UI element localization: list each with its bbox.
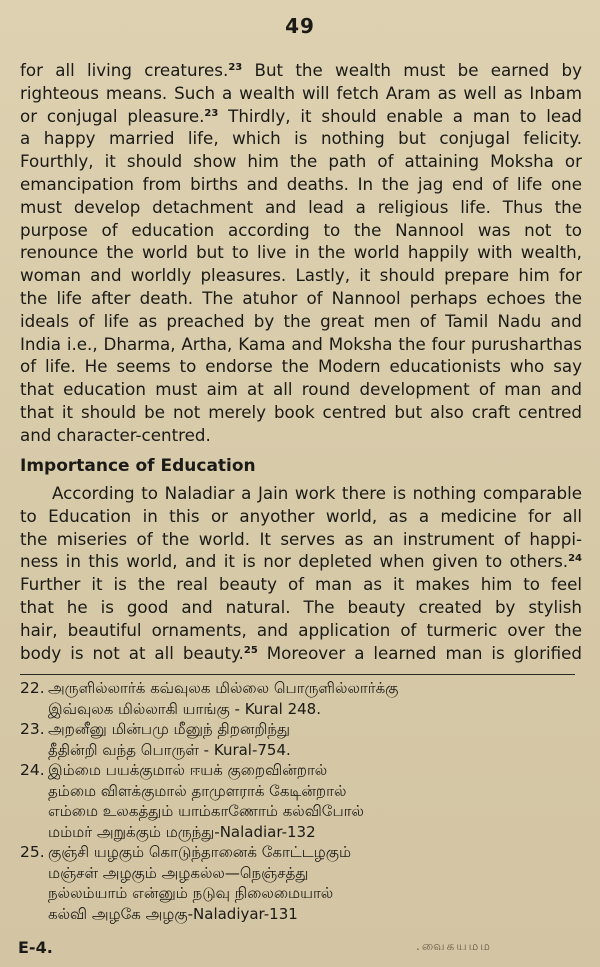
text-line: Fourthly, it should show him the path of attaining Moksha or [20, 151, 582, 172]
text-line: purpose of education according to the Nannool was not to [20, 219, 582, 240]
footnote-line: எம்மை உலகத்தும் யாம்காணோம் கல்விபோல் [48, 802, 364, 820]
footnote-line: மஞ்சள் அழகும் அழகல்ல—நெஞ்சத்து [48, 863, 309, 882]
footnote-number: 23. [20, 720, 45, 738]
footnote-ref-23: 23 [228, 62, 243, 73]
footnote-22 [20, 678, 580, 719]
footnote-line: அருளில்லார்க் கவ்வுலக மில்லை பொருளில்லார்க்கு [48, 679, 399, 697]
text-line: of life. He seems to endorse the Modern educationists who say [20, 356, 582, 377]
footnotes [20, 678, 580, 924]
footnote-line: தம்மை விளக்குமால் தாமுளராக் கேடின்றால் [48, 781, 347, 800]
text-line: body is not at all beauty.$^{25}$ Moreover a learned man is glorified [20, 642, 582, 663]
footnote-25 [20, 842, 580, 924]
text-line: woman and worldly pleasures. Lastly, it should prepare him for [20, 265, 582, 286]
footnote-line: மம்மர் அறுக்கும் மருந்து-Naladiar-132 [48, 822, 316, 841]
text-line: emancipation from births and deaths. In the jag end of life one [20, 173, 582, 194]
section-heading: Importance of Education [20, 456, 256, 476]
footnote-ref-24: 24 [568, 553, 582, 565]
text-line: that it should be not merely book centred but also craft centred [20, 401, 582, 422]
footnote-line: அறனீனு மின்பமு மீனுந் திறனறிந்து [48, 720, 290, 738]
footnote-line: கல்வி அழகே அழகு-Naladiyar-131 [48, 904, 298, 923]
text-line: hair, beautiful ornaments, and application of turmeric over the [20, 619, 582, 640]
footnote-line: இவ்வுலக மில்லாகி யாங்கு - Kural 248. [48, 699, 321, 718]
text-line: and character-centred. [20, 424, 211, 445]
footnote-divider [20, 674, 575, 675]
footnote-line: நல்லம்யாம் என்னும் நடுவு நிலைமையால் [48, 884, 334, 902]
text-line: to Education in this or anyother world, as a medicine for all [20, 505, 582, 526]
footnote-ref-25: 25 [243, 644, 258, 656]
text-line: India i.e., Dharma, Artha, Kama and Moksha the four purusharthas [20, 333, 582, 354]
text-line: the miseries of the world. It serves as an instrument of happi- [20, 528, 582, 549]
text-line: the life after death. The atuhor of Nannool perhaps echoes the [20, 287, 582, 308]
text-line: Further it is the real beauty of man as it makes him to feel [20, 574, 582, 595]
footnote-number: 24. [20, 761, 45, 779]
footnote-24 [20, 760, 580, 842]
text-line: or conjugal pleasure.$^{23}$ Thirdly, it should enable a man to lead [20, 105, 582, 126]
text-line: must develop detachment and lead a religious life. Thus the [20, 196, 582, 217]
text-line: for all living creatures.$^{23}$ But the wealth must be earned by [20, 60, 582, 80]
footnote-ref-23: 23 [204, 107, 219, 119]
footnote-23 [20, 719, 580, 760]
footnote-line: இம்மை பயக்குமால் ஈயக் குறைவின்றால் [48, 761, 328, 779]
text-line: renounce the world but to live in the world happily with wealth, [20, 242, 582, 263]
signature-mark: E-4. [18, 938, 53, 957]
page-number: 49 [285, 14, 315, 38]
text-line: righteous means. Such a wealth will fetch Aram as well as Inbam [20, 82, 582, 103]
text-line: that he is good and natural. The beauty created by stylish [20, 596, 582, 617]
text-line: ideals of life as preached by the great men of Tamil Nadu and [20, 310, 582, 331]
printer-mark: .வைகயமம [416, 939, 492, 953]
text-line: According to Naladiar a Jain work there is nothing comparable [52, 483, 582, 503]
footnote-line: குஞ்சி யழகும் கொடுந்தானைக் கோட்டழகும் [48, 843, 352, 861]
text-line: that education must aim at all round development of man and [20, 379, 582, 400]
text-line: ness in this world, and it is nor depleted when given to others.$^{24}$ [20, 551, 582, 572]
footnote-number: 25. [20, 843, 45, 861]
paragraph-importance [20, 482, 582, 664]
footnote-number: 22. [20, 679, 45, 697]
paragraph-education-aims [20, 59, 582, 447]
footnote-line: தீதின்றி வந்த பொருள் - Kural-754. [48, 740, 291, 759]
text-line: a happy married life, which is nothing but conjugal felicity. [20, 128, 582, 149]
